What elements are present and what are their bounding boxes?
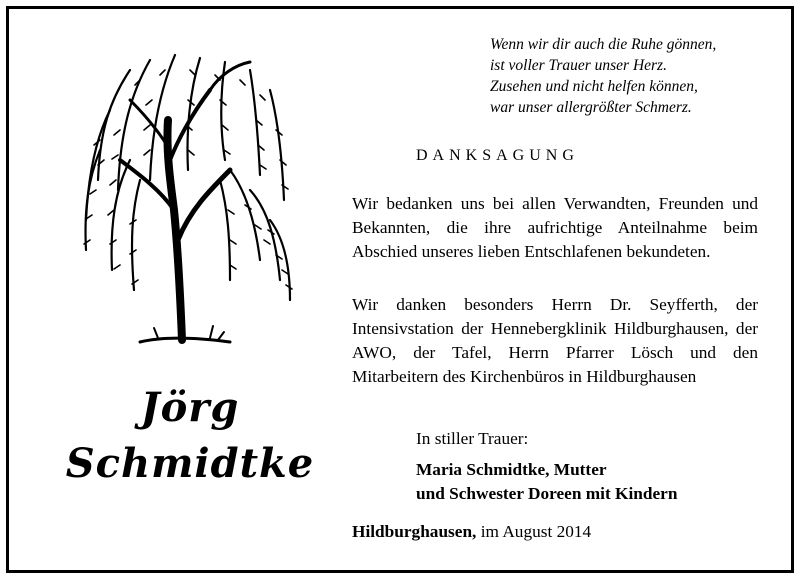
poem-line: ist voller Trauer unser Herz. (490, 57, 667, 74)
deceased-first-name: Jörg (140, 384, 240, 431)
poem-line: Wenn wir dir auch die Ruhe gönnen, (490, 36, 717, 53)
thanks-paragraph-1: Wir bedanken uns bei allen Verwandten, Freunden und Bekannten, die ihre aufrichtige Anteilnahme beim Abschied unseres lieben Entschlafenen bekundeten. (352, 194, 758, 261)
poem-line: war unser allergrößter Schmerz. (490, 99, 692, 116)
poem-line: Zusehen und nicht helfen können, (490, 78, 698, 95)
signer-line: Maria Schmidtke, Mutter (416, 460, 607, 479)
date: im August 2014 (480, 522, 592, 541)
deceased-last-name: Schmidtke (65, 440, 315, 487)
place: Hildburghausen, (352, 522, 477, 541)
signers (416, 458, 677, 506)
place-date (352, 522, 591, 542)
memorial-poem (490, 34, 780, 118)
mourning-intro: In stiller Trauer: (416, 429, 529, 448)
weeping-willow-icon (70, 40, 300, 360)
signer-line: und Schwester Doreen mit Kindern (416, 484, 678, 503)
thanks-paragraph-2: Wir danken besonders Herrn Dr. Seyfferth, der Intensivstation der Hennebergklinik Hildburghausen, der AWO, der Tafel, Herrn Pfarrer Lösch und den Mitarbeitern des Kirchenbüros in Hildburghausen (352, 295, 758, 386)
heading-danksagung: DANKSAGUNG (416, 147, 579, 164)
